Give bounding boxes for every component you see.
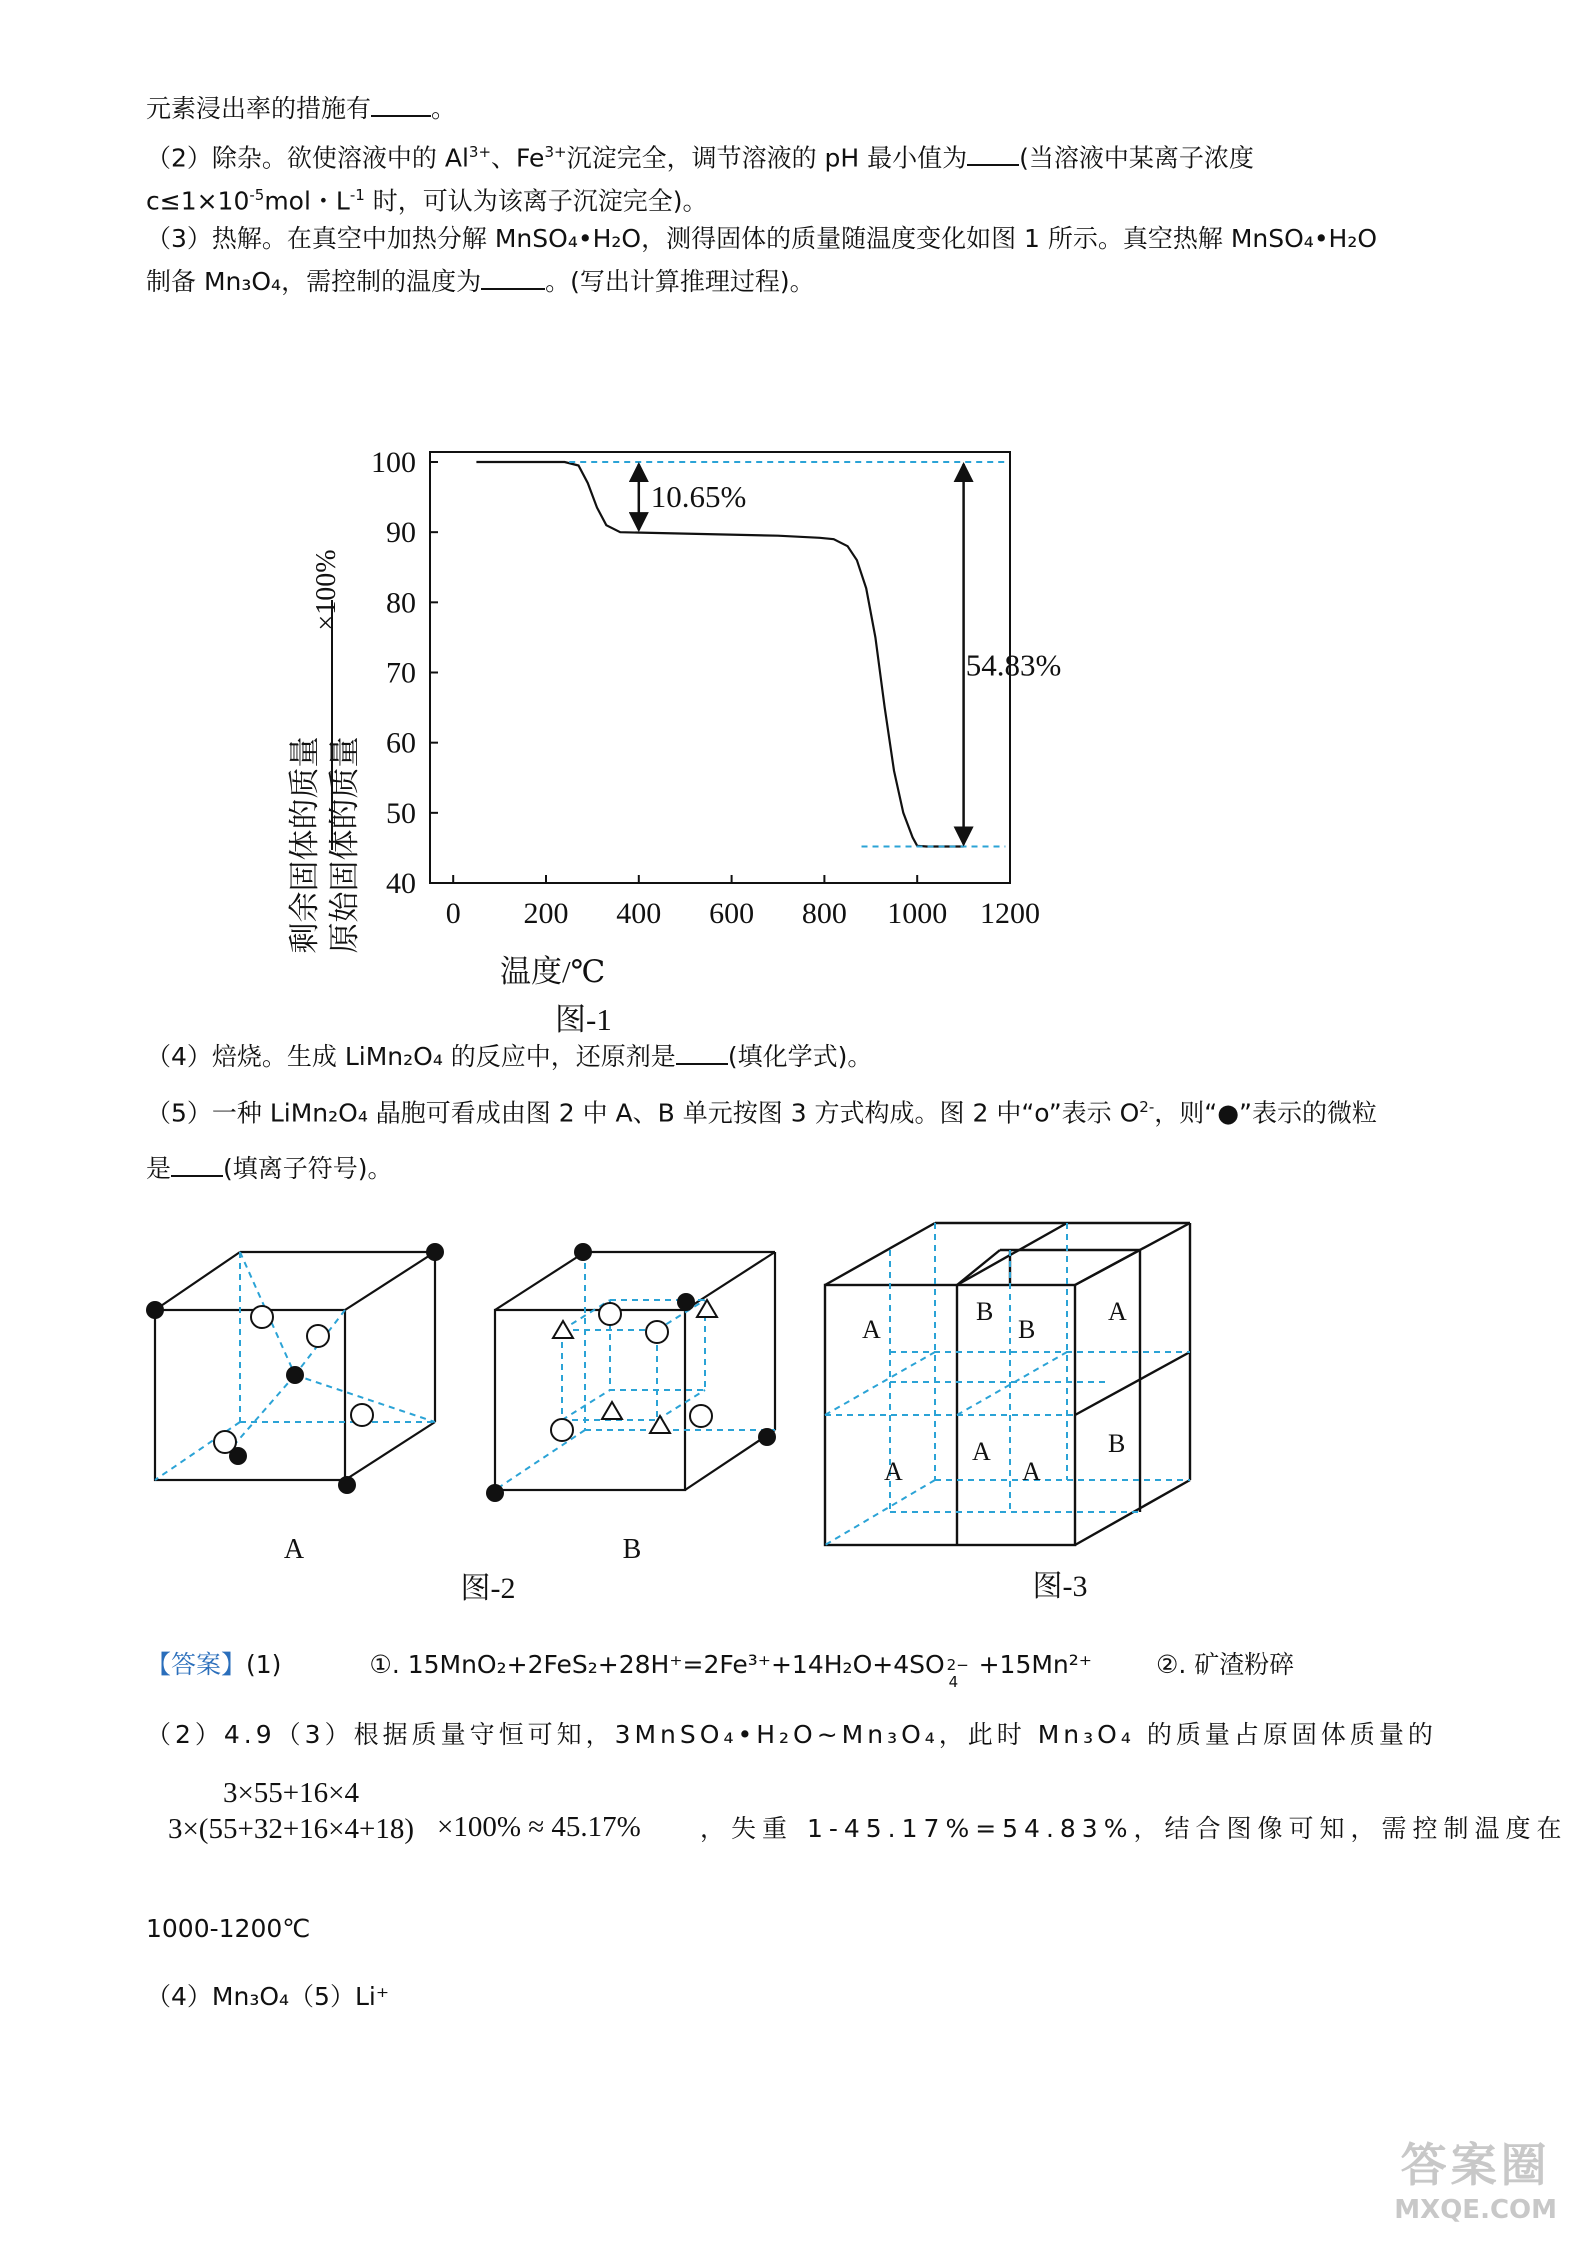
cell-label: A [972, 1437, 991, 1466]
oxide-atom [599, 1303, 621, 1325]
mass-temperature-chart [140, 420, 1062, 1000]
x-tick-label: 0 [445, 897, 461, 930]
y-tick-label: 60 [386, 726, 416, 760]
unit-b-atoms [486, 1243, 776, 1502]
answer-3-range: 1000-1200℃ [146, 1914, 311, 1943]
answer-3-text: ，失重 1-45.17%=54.83%，结合图像可知，需控制温度在 [700, 1814, 1568, 1843]
filled-atom [426, 1243, 444, 1261]
oxide-atom [307, 1325, 329, 1347]
oxide-atom [214, 1431, 236, 1453]
filled-atom [146, 1301, 164, 1319]
triangle-atom [697, 1300, 717, 1317]
question-2: （2）除杂。欲使溶液中的 $Al^{3+}$、$Fe^{3+}$沉淀完全，调节溶液的 pH 最小值为 (当溶液中某离子浓度 [146, 143, 1254, 173]
plot-frame [430, 452, 1010, 883]
unit-b-label: B [622, 1534, 642, 1565]
y-axis-label-multiplier: ×100% [311, 549, 342, 631]
filled-atom [758, 1428, 776, 1446]
oxide-atom [551, 1419, 573, 1441]
oxide-atom [351, 1404, 373, 1426]
figure-2-caption: 图-2 [460, 1572, 516, 1605]
answer-blank [171, 1153, 223, 1177]
x-tick-label: 400 [616, 897, 662, 930]
answer-blank [481, 266, 545, 290]
triangle-atom [602, 1402, 622, 1419]
question-3: （3）热解。在真空中加热分解 MnSO₄•H₂O，测得固体的质量随温度变化如图 1 所示。真空热解 MnSO₄•H₂O [146, 224, 1378, 253]
question-3-line2: 制备 Mn₃O₄，需控制的温度为 。(写出计算推理过程)。 [146, 267, 815, 296]
answer-blank [967, 142, 1019, 166]
y-tick-label: 90 [386, 516, 416, 550]
figure-3-dashed [825, 1223, 1190, 1545]
y-tick-label: 80 [386, 586, 416, 620]
x-axis-label: 温度/℃ [500, 954, 606, 989]
filled-atom [286, 1366, 304, 1384]
oxide-atom [251, 1306, 273, 1328]
y-tick-label: 50 [386, 796, 416, 830]
y-tick-label: 100 [371, 446, 416, 479]
question-5: （5）一种 LiMn₂O₄ 晶胞可看成由图 2 中 A、B 单元按图 3 方式构成。图 2 中“o”表示 $O^{2-}$，则“●”表示的微粒 [146, 1098, 1377, 1128]
cell-label: A [1108, 1297, 1127, 1326]
question-4: （4）焙烧。生成 LiMn₂O₄ 的反应中，还原剂是 (填化学式)。 [146, 1042, 873, 1071]
oxide-atom [646, 1321, 668, 1343]
answer-2-3: （2）4.9（3）根据质量守恒可知，3MnSO₄•H₂O~Mn₃O₄，此时 Mn₃O₄ 的质量占原固体质量的 [146, 1720, 1437, 1749]
filled-atom [574, 1243, 592, 1261]
triangle-atom [650, 1416, 670, 1433]
triangle-atom [553, 1321, 573, 1338]
x-tick-label: 1000 [887, 897, 948, 930]
filled-atom [677, 1293, 695, 1311]
filled-atom [486, 1484, 504, 1502]
cell-label: A [1022, 1457, 1041, 1486]
figure-3-caption: 图-3 [1032, 1570, 1088, 1603]
question-2-line2: $c\le 1\times 10^{-5}mol$・$L^{-1}$ 时，可认为该离子沉淀完全)。 [146, 186, 708, 216]
answer-blank [371, 93, 431, 117]
cell-label: B [1018, 1315, 1036, 1344]
unit-b-dashed [495, 1252, 775, 1490]
y-axis-label-numerator: 剩余固体的质量 [287, 736, 322, 954]
x-tick-label: 1200 [980, 897, 1040, 930]
filled-atom [338, 1476, 356, 1494]
answer-tag: 【答案】 [146, 1650, 247, 1679]
cell-label: B [1108, 1429, 1126, 1458]
question-5-line2: 是 (填离子符号)。 [146, 1154, 393, 1183]
series-line [476, 462, 963, 847]
y-tick-label: 70 [386, 656, 416, 690]
annotation-label: 10.65% [650, 479, 747, 515]
unit-b-cube [495, 1252, 775, 1490]
x-tick-label: 800 [801, 897, 847, 930]
y-tick-label: 40 [386, 867, 416, 900]
watermark: 答案圈 MXQE.COM [1394, 2138, 1557, 2225]
cell-label: A [862, 1315, 881, 1344]
answer-1: 【答案】(1) ①. 15MnO₂+2FeS₂+28H⁺=2Fe³⁺+14H₂O+4SO 2− 4 +15Mn²⁺ ②. 矿渣粉碎 [146, 1650, 1295, 1691]
cell-label: B [976, 1297, 994, 1326]
figure-1-caption: 图-1 [555, 1002, 612, 1037]
annotation-label: 54.83% [965, 647, 1062, 683]
x-tick-label: 200 [523, 897, 569, 930]
mass-fraction-formula: 3×55+16×4 3×(55+32+16×4+18) [167, 1777, 415, 1845]
answer-blank [676, 1041, 728, 1065]
q1-continuation: 元素浸出率的措施有 。 [146, 94, 457, 123]
crystal-figures [0, 1190, 1587, 1630]
answer-4-5: （4）Mn₃O₄（5）Li⁺ [146, 1982, 390, 2011]
cell-label: A [884, 1457, 903, 1486]
figure-3-cube [825, 1223, 1190, 1545]
fraction-result: ×100% ≈ 45.17% [437, 1811, 641, 1843]
figure-3-labels [862, 1297, 1127, 1486]
x-tick-label: 600 [709, 897, 755, 930]
unit-a-label: A [283, 1534, 305, 1565]
y-axis-label-denominator: 原始固体的质量 [327, 736, 362, 954]
oxide-atom [690, 1405, 712, 1427]
